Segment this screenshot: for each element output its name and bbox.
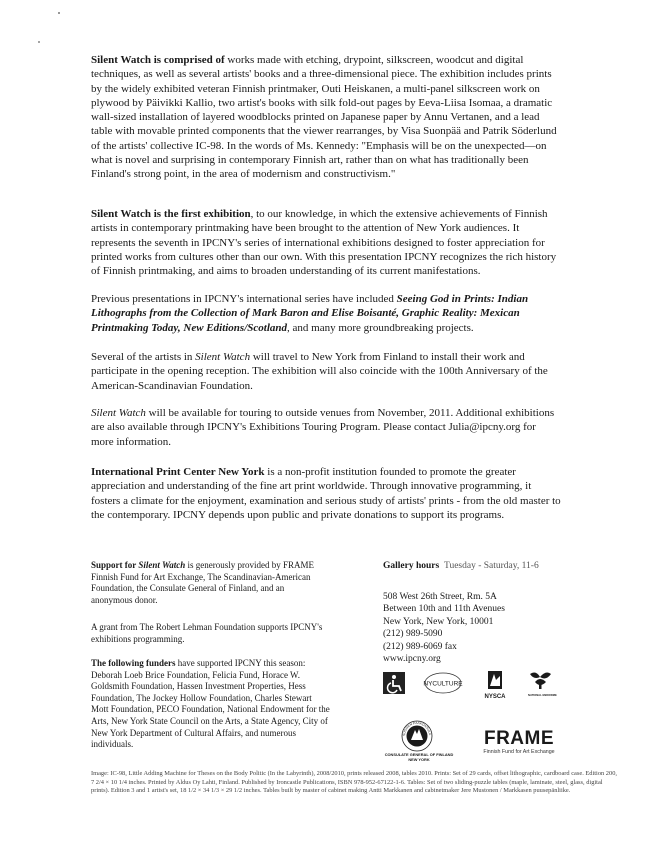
svg-text:SUOMEN PÄÄKONSULAATTI: SUOMEN PÄÄKONSULA <box>401 720 432 737</box>
nyculture-logo <box>423 673 463 693</box>
paragraph-composition <box>91 53 561 182</box>
fax-number: (212) 989-6069 fax <box>383 641 457 652</box>
sponsor-logos-row-1 <box>380 668 600 710</box>
speck <box>58 12 60 14</box>
exhibition-title: Silent Watch <box>91 407 146 419</box>
nysca-logo <box>484 671 506 700</box>
sponsor-logos-row-2 <box>380 718 600 768</box>
nysca-logo-text: NYSCA <box>484 694 506 700</box>
paragraph-touring <box>91 406 561 449</box>
paragraph-titles: Seeing God in Prints: Indian Lithographs from the Collection of Mark Baron and Elise Boisanté, Graphic Reality: Mexican Printmaking Today, New Editions/Scotland <box>91 293 529 334</box>
exhibition-title: Silent Watch <box>195 351 251 363</box>
paragraph-text: will be available for touring to outside venues from November, 2011. Additional exhibitions are also available through IPCNY's Exhibitions Touring Program. Please contact Julia@ipcny.org for more information. <box>91 407 555 448</box>
gallery-hours-label: Gallery hours <box>383 561 440 571</box>
address-line: 508 West 26th Street, Rm. 5A <box>383 591 497 602</box>
funders-body: have supported IPCNY this season: Deborah Loeb Brice Foundation, Felicia Fund, Horace W. Goldsmith Foundation, Hassen Investment Properties, Hess Foundation, The Jockey Hollow Foundation, Charles Stewart Mott Foundation, PECO Foundation, National Endowment for the Arts, New York State Council on the Arts, a State Agency, City of New York Department of Cultural Affairs, and numerous individuals. <box>91 658 330 750</box>
gallery-hours-value: Tuesday - Saturday, 11-6 <box>443 561 539 571</box>
address-line: Between 10th and 11th Avenues <box>383 604 505 614</box>
nea-logo-text: NATIONAL ENDOWME <box>528 694 557 697</box>
consulate-text: CONSULATE GENERAL OF FINLAND NEW YORK <box>384 753 454 762</box>
frame-subtitle: Finnish Fund for Art Exchange <box>483 749 555 755</box>
paragraph-text: Previous presentations in IPCNY's international series have included <box>91 293 397 305</box>
paragraph-text: Several of the artists in <box>91 351 196 363</box>
nyculture-logo-text: NYCULTURE <box>423 680 463 688</box>
nea-logo <box>530 673 551 689</box>
paragraph-lead: Silent Watch is the first exhibition <box>91 208 251 220</box>
address-line: New York, New York, 10001 <box>383 616 494 627</box>
paragraph-body: is a non-profit institution founded to promote the greater appreciation and understanding of the fine art print worldwide. Through innovative programming, it fosters a climate for the enjoyment, examination and serious study of artists' prints - from the old master to the contemporary. IPCNY depends upon public and private donations to support its programs. <box>91 466 561 521</box>
support-lead: Support for <box>91 560 139 570</box>
support-body: is generously provided by FRAME Finnish Fund for Art Exchange, The Scandinavian-American Foundation, the Consulate General of Finland, and an anonymous donor. <box>91 560 315 605</box>
speck <box>38 41 40 43</box>
paragraph-text: , and many more groundbreaking projects. <box>287 321 474 334</box>
gallery-info <box>383 560 603 666</box>
website-link[interactable]: www.ipcny.org <box>383 654 441 664</box>
paragraph-previous-presentations <box>91 292 561 335</box>
accessibility-icon <box>383 672 405 694</box>
paragraph-about-ipcny <box>91 465 561 522</box>
paragraph-text: will travel to New York from Finland to install their work and participate in the opening reception. The exhibition will also coincide with the 100th Anniversary of the American-Scandinavian Foundation. <box>91 351 548 392</box>
paragraph-body: works made with etching, drypoint, silkscreen, woodcut and digital techniques, as well as several artists' books and a three-dimensional piece. The exhibition includes prints by the widely exhibited veteran Finnish printmaker, Outi Heiskanen, a multi-panel silkscreen work on plywood by Päivikki Kallio, two artist's books with silk fold-out pages by Eeva-Liisa Isomaa, a dramatic wall-sized installation of layered woodblocks printed on Japanese paper by Annu Vertanen, and a lead table with movable printed components that the viewer rearranges, by Visa Suonpää and Patrik Söderlund of the artists' collective IC-98. In the words of Ms. Kennedy: "Emphasis will be on the unexpected—on what is novel and surprising in contemporary Finnish art, rather than on what has traditionally been Finland's strong point, in the area of modernism and constructivism." <box>91 54 557 181</box>
paragraph-lead: International Print Center New York <box>91 466 265 478</box>
funders-list <box>91 658 331 751</box>
funders-lead: The following funders <box>91 658 176 668</box>
image-caption: Image: IC-98, Little Adding Machine for Theses on the Body Politic (In the Labyrinth), 2008/2010, prints released 2008, tables 2010. Prints: Set of 29 cards, offset lithographic, cardboard case. Edition 200, 7 2/4 × 10 1/4 inches. Printed by Aldus Oy Lahti, Finland. Published by Ironcastle Publications, ISBN 978-952-67122-1-6. Tables: Set of two sliding-puzzle tables (maple, laminate, steel, glass, digital prints). Edition 3 and 1 artist's set, 18 1/2 × 34 1/3 × 29 1/2 inches. Tables built by master of cabinet making Antti Markkanen and cabinetmaker Jere Mustonen / Markkasen puusepänliike. <box>91 770 617 795</box>
frame-logo: FRAME <box>483 728 555 749</box>
grant-credit: A grant from The Robert Lehman Foundation supports IPCNY's exhibitions programming. <box>91 622 323 644</box>
exhibition-title: Silent Watch <box>138 560 186 570</box>
paragraph-lead: Silent Watch is comprised of <box>91 54 225 66</box>
paragraph-body: , to our knowledge, in which the extensive achievements of Finnish artists in contemporary printmaking have been brought to the attention of New York audiences. It represents the seventh in IPCNY's series of international exhibitions designed to foster appreciation for printed works from cultures other than our own. With this presentation IPCNY recognizes the rich history of Finnish printmaking, and aims to broaden understanding of its current manifestations. <box>91 208 557 278</box>
paragraph-artists-travel <box>91 350 561 393</box>
finland-consulate-seal <box>380 718 432 751</box>
support-credit <box>91 560 326 606</box>
phone-number: (212) 989-5090 <box>383 629 443 639</box>
paragraph-first-exhibition <box>91 207 561 278</box>
gallery-hours <box>383 560 603 573</box>
